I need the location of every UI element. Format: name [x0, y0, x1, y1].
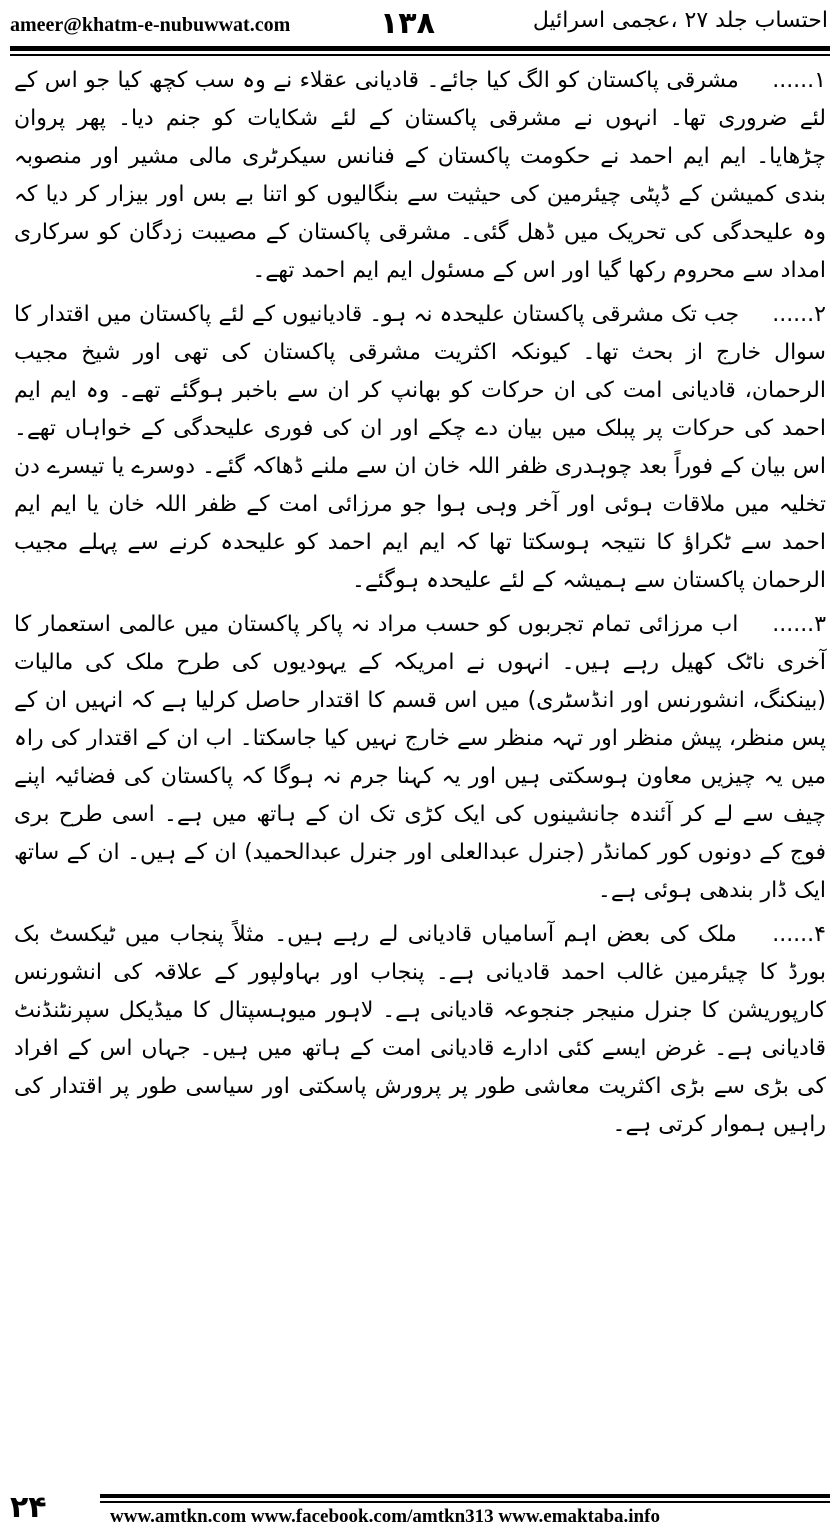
- paragraph-text: مشرقی پاکستان کو الگ کیا جائے۔ قادیانی عقلاء نے وہ سب کچھ کیا جو اس کے لئے ضروری تھا۔ انہوں نے مشرقی پاکستان کے لئے شکایات کو جنم دیا۔ پھر پروان چڑھایا۔ ایم ایم احمد نے حکومت پاکستان کے فنانس سیکرٹری مالی مشیر اور منصوبہ بندی کمیشن کے ڈپٹی چیئرمین کی حیثیت سے بنگالیوں کو اتنا بے بس اور بیزار کر دیا کہ وہ علیحدگی کی تحریک میں ڈھل گئی۔ مشرقی پاکستان کے مصیبت زدگان کو سرکاری امداد سے محروم رکھا گیا اور اس کے مسئول ایم ایم احمد تھے۔: [14, 68, 826, 283]
- paragraph-number: ۱......: [772, 68, 826, 93]
- paragraph-text: جب تک مشرقی پاکستان علیحدہ نہ ہو۔ قادیانیوں کے لئے پاکستان میں اقتدار کا سوال خارج از بحث تھا۔ کیونکہ اکثریت مشرقی پاکستان کی تھی اور شیخ مجیب الرحمان، قادیانی امت کی ان حرکات کو بھانپ کر ان سے باخبر ہوگئے تھے۔ وہ ایم ایم احمد کی حرکات پر پبلک میں بیان دے چکے اور ان کی فوری علیحدگی کے خواہاں تھے۔ اس بیان کے فوراً بعد چوہدری ظفر اللہ خان ان سے ملنے ڈھاکہ گئے۔ دوسرے یا تیسرے دن تخلیہ میں ملاقات ہوئی اور آخر وہی ہوا جو مرزائی امت کے ظفر اللہ خان یا ایم ایم احمد سے ٹکراؤ کا نتیجہ ہوسکتا تھا کہ ایم ایم احمد کو علیحدہ کرنے سے پہلے مجیب الرحمان پاکستان سے ہمیشہ کے لئے علیحدہ ہوگئے۔: [14, 302, 826, 593]
- header-rule-thin: [10, 54, 830, 56]
- paragraph-number: ۴......: [772, 922, 826, 947]
- paragraph-3: [14, 606, 826, 910]
- paragraph-number: ۲......: [772, 302, 826, 327]
- footer-page-number: ۲۴: [10, 1490, 47, 1525]
- footer-rule-thick: [100, 1494, 830, 1498]
- footer-rule-thin: [100, 1501, 830, 1503]
- header-book-title: احتساب جلد ۲۷ ،عجمی اسرائیل: [532, 8, 828, 33]
- footer-links: www.amtkn.com www.facebook.com/amtkn313 www.emaktaba.info: [110, 1506, 660, 1527]
- header-page-number: ۱۳۸: [380, 6, 435, 41]
- paragraph-number: ۳......: [772, 612, 827, 637]
- paragraph-1: [14, 62, 826, 290]
- paragraph-2: [14, 296, 826, 600]
- page-footer: [10, 1490, 830, 1534]
- paragraph-4: [14, 916, 826, 1144]
- header-rule-thick: [10, 46, 830, 51]
- paragraph-text: اب مرزائی تمام تجربوں کو حسب مراد نہ پاکر پاکستان میں عالمی استعمار کا آخری ناٹک کھیل رہے ہیں۔ انہوں نے امریکہ کے یہودیوں کی طرح ملک کی مالیات (بینکنگ، انشورنس اور انڈسٹری) میں اس قسم کا اقتدار حاصل کرلیا ہے کہ انہیں ان کے پس منظر، پیش منظر اور تہہ منظر سے خارج نہیں کیا جاسکتا۔ اب ان کے اقتدار کی راہ میں یہ چیزیں معاون ہوسکتی ہیں اور یہ کہنا جرم نہ ہوگا کہ پاکستان کی فضائیہ اپنے چیف سے لے کر آئندہ جانشینوں کی ایک کڑی تک ان کے ہاتھ میں ہے۔ اسی طرح بری فوج کے دونوں کور کمانڈر (جنرل عبدالعلی اور جنرل عبدالحمید) ان کے ہیں۔ ان کے ساتھ ایک ڈار بندھی ہوئی ہے۔: [14, 612, 826, 903]
- page-body: [14, 62, 826, 1150]
- header-email: ameer@khatm-e-nubuwwat.com: [10, 14, 291, 36]
- paragraph-text: ملک کی بعض اہم آسامیاں قادیانی لے رہے ہیں۔ مثلاً پنجاب میں ٹیکسٹ بک بورڈ کا چیئرمین غالب احمد قادیانی ہے۔ پنجاب اور بہاولپور کے علاقہ کی انشورنس کارپوریشن کا جنرل منیجر جنجوعہ قادیانی ہے۔ لاہور میوہسپتال کا میڈیکل سپرنٹنڈنٹ قادیانی ہے۔ غرض ایسے کئی ادارے قادیانی امت کے ہاتھ میں ہیں۔ جہاں اس کے افراد کی بڑی سے بڑی اکثریت معاشی طور پر پرورش پاسکتی اور سیاسی طور پر اقتدار کی راہیں ہموار کرتی ہے۔: [14, 922, 826, 1137]
- page-header: [0, 0, 840, 44]
